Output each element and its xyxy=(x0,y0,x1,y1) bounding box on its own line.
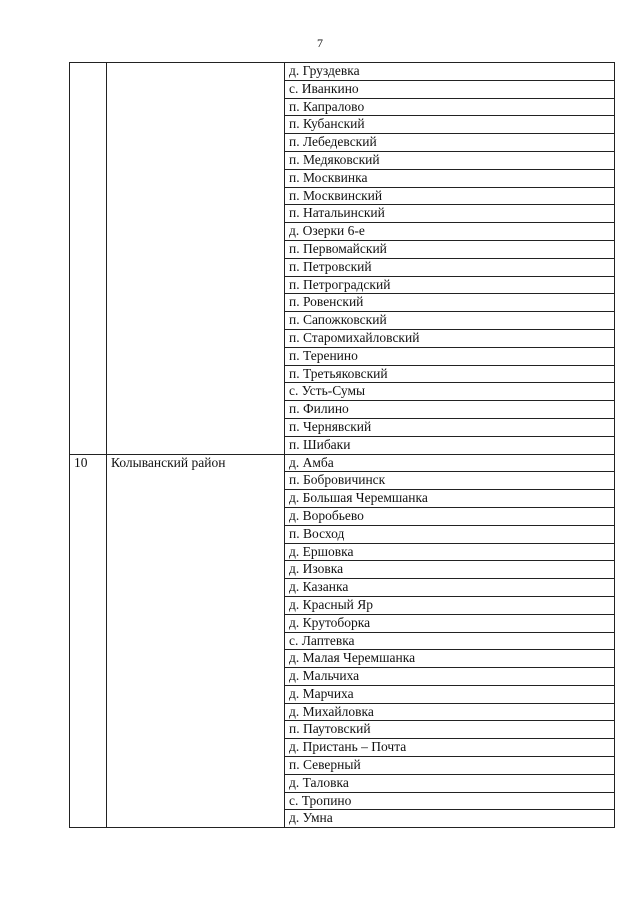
settlement-cell: п. Лебедевский xyxy=(285,134,615,152)
settlement-cell: д. Крутоборка xyxy=(285,614,615,632)
settlement-cell: п. Натальинский xyxy=(285,205,615,223)
settlement-cell: д. Казанка xyxy=(285,579,615,597)
settlement-cell: с. Усть-Сумы xyxy=(285,383,615,401)
page-number: 7 xyxy=(317,36,323,50)
settlement-cell: п. Сапожковский xyxy=(285,312,615,330)
settlement-cell: п. Чернявский xyxy=(285,418,615,436)
settlement-cell: д. Озерки 6-е xyxy=(285,223,615,241)
settlement-cell: п. Кубанский xyxy=(285,116,615,134)
settlement-cell: п. Шибаки xyxy=(285,436,615,454)
settlement-cell: д. Умна xyxy=(285,810,615,828)
settlement-cell: д. Таловка xyxy=(285,774,615,792)
settlement-cell: п. Первомайский xyxy=(285,240,615,258)
table-row xyxy=(70,454,615,472)
settlement-cell: п. Старомихайловский xyxy=(285,329,615,347)
settlement-cell: п. Третьяковский xyxy=(285,365,615,383)
settlement-cell: д. Изовка xyxy=(285,561,615,579)
settlement-cell: д. Марчиха xyxy=(285,685,615,703)
settlement-cell: д. Груздевка xyxy=(285,63,615,81)
settlement-cell: с. Тропино xyxy=(285,792,615,810)
settlement-cell: д. Пристань – Почта xyxy=(285,739,615,757)
settlement-cell: с. Иванкино xyxy=(285,80,615,98)
settlement-cell: п. Москвинка xyxy=(285,169,615,187)
settlement-cell: п. Теренино xyxy=(285,347,615,365)
district-cell xyxy=(107,63,285,455)
settlement-cell: п. Медяковский xyxy=(285,151,615,169)
settlement-cell: п. Восход xyxy=(285,525,615,543)
settlement-cell: д. Малая Черемшанка xyxy=(285,650,615,668)
settlement-cell: п. Филино xyxy=(285,401,615,419)
settlement-cell: п. Ровенский xyxy=(285,294,615,312)
settlement-cell: п. Северный xyxy=(285,757,615,775)
settlement-cell: д. Амба xyxy=(285,454,615,472)
settlement-cell: п. Бобровичинск xyxy=(285,472,615,490)
district-cell: Колыванский район xyxy=(107,454,285,828)
settlement-cell: д. Воробьево xyxy=(285,507,615,525)
settlements-table-body xyxy=(70,63,615,828)
settlement-cell: п. Петровский xyxy=(285,258,615,276)
settlement-cell: д. Красный Яр xyxy=(285,596,615,614)
settlement-cell: с. Лаптевка xyxy=(285,632,615,650)
settlement-cell: д. Мальчиха xyxy=(285,668,615,686)
settlement-cell: п. Москвинский xyxy=(285,187,615,205)
settlements-table xyxy=(69,62,615,828)
row-number-cell: 10 xyxy=(70,454,107,828)
settlement-cell: п. Капралово xyxy=(285,98,615,116)
row-number-cell xyxy=(70,63,107,455)
table-row xyxy=(70,63,615,81)
settlement-cell: п. Паутовский xyxy=(285,721,615,739)
settlement-cell: д. Большая Черемшанка xyxy=(285,490,615,508)
settlement-cell: д. Михайловка xyxy=(285,703,615,721)
settlement-cell: п. Петроградский xyxy=(285,276,615,294)
settlement-cell: д. Ершовка xyxy=(285,543,615,561)
